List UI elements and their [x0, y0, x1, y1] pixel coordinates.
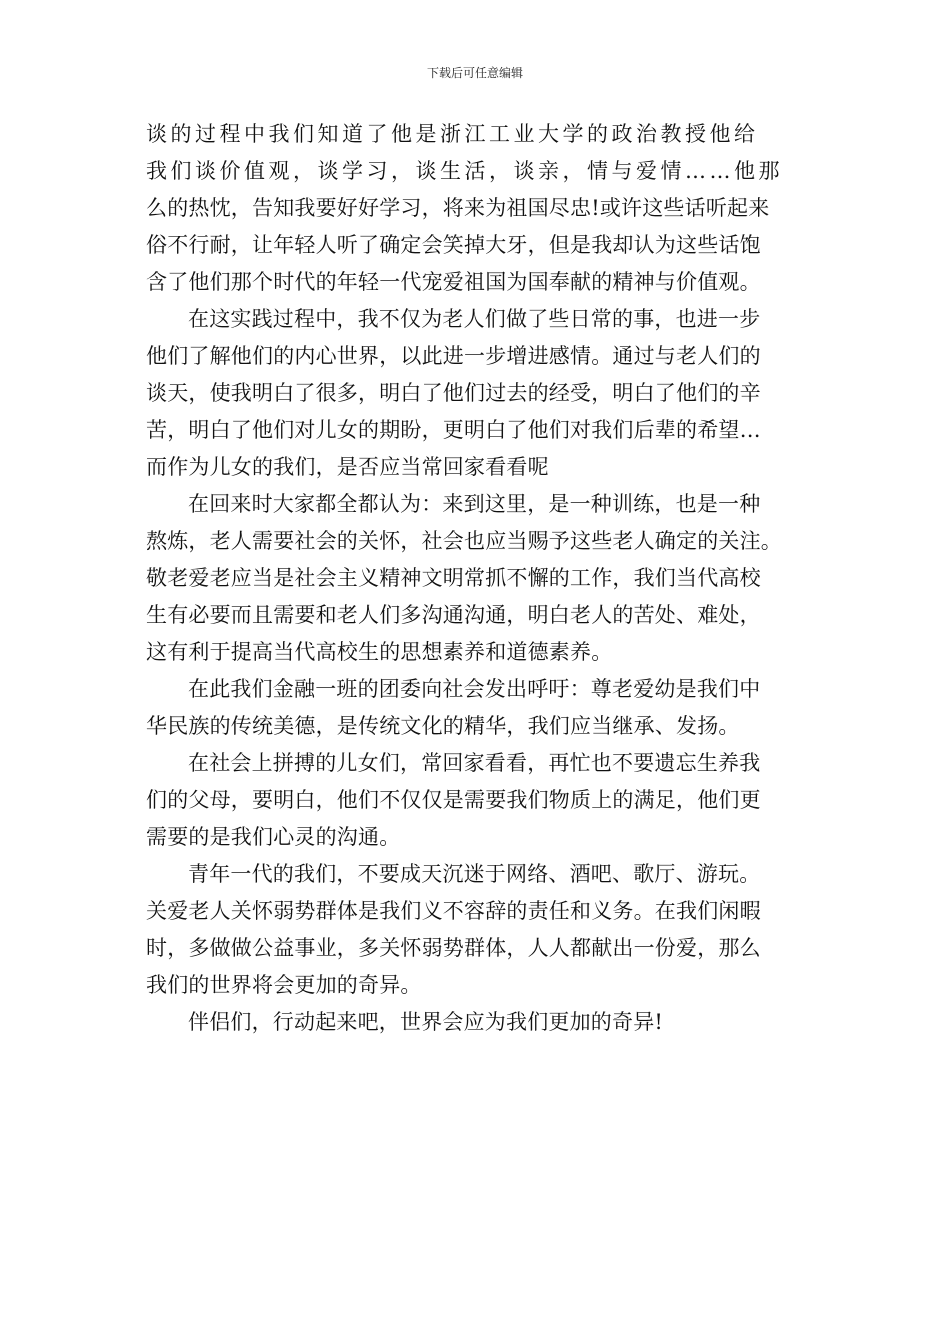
- text-line: 我们的世界将会更加的奇异。: [146, 973, 422, 997]
- text-line: 谈天，使我明白了很多，明白了他们过去的经受，明白了他们的辛: [146, 381, 761, 405]
- text-line: 而作为儿女的我们，是否应当常回家看看呢: [146, 455, 549, 479]
- text-line: 苦，明白了他们对儿女的期盼，更明白了他们对我们后辈的希望…: [146, 418, 761, 442]
- paragraph-first-line: 在这实践过程中，我不仅为老人们做了些日常的事，也进一步: [188, 307, 761, 331]
- paragraph-first-line: 在社会上拼搏的儿女们，常回家看看，再忙也不要遗忘生养我: [188, 751, 761, 775]
- paragraph-first-line: 伴侣们，行动起来吧，世界会应为我们更加的奇异!: [188, 1010, 664, 1034]
- paragraph-first-line: 在此我们金融一班的团委向社会发出呼吁：尊老爱幼是我们中: [188, 677, 761, 701]
- text-line: 我们谈价值观，谈学习，谈生活，谈亲，情与爱情……他那: [146, 159, 783, 183]
- text-line: 这有利于提高当代高校生的思想素养和道德素养。: [146, 640, 613, 664]
- text-line: 华民族的传统美德，是传统文化的精华，我们应当继承、发扬。: [146, 714, 740, 738]
- paragraph-first-line: 在回来时大家都全都认为：来到这里，是一种训练，也是一种: [188, 492, 761, 516]
- text-line: 敬老爱老应当是社会主义精神文明常抓不懈的工作，我们当代高校: [146, 566, 761, 590]
- text-line: 关爱老人关怀弱势群体是我们义不容辞的责任和义务。在我们闲暇: [146, 899, 761, 923]
- text-line: 么的热忱，告知我要好好学习，将来为祖国尽忠!或许这些话听起来: [146, 196, 770, 220]
- text-line: 们的父母，要明白，他们不仅仅是需要我们物质上的满足，他们更: [146, 788, 761, 812]
- text-line: 含了他们那个时代的年轻一代宠爱祖国为国奉献的精神与价值观。: [146, 270, 761, 294]
- paragraph-first-line: 青年一代的我们，不要成天沉迷于网络、酒吧、歌厅、游玩。: [188, 862, 761, 886]
- text-line: 他们了解他们的内心世界，以此进一步增进感情。通过与老人们的: [146, 344, 761, 368]
- page-header: 下载后可任意编辑: [426, 66, 523, 80]
- body-text: [146, 116, 816, 1041]
- text-line: 生有必要而且需要和老人们多沟通沟通，明白老人的苦处、难处，: [146, 603, 761, 627]
- text-line: 俗不行耐，让年轻人听了确定会笑掉大牙，但是我却认为这些话饱: [146, 233, 761, 257]
- text-line: 时，多做做公益事业，多关怀弱势群体，人人都献出一份爱，那么: [146, 936, 761, 960]
- text-line: 需要的是我们心灵的沟通。: [146, 825, 401, 849]
- text-line: 熬炼，老人需要社会的关怀，社会也应当赐予这些老人确定的关注。: [146, 529, 782, 553]
- text-line: 谈的过程中我们知道了他是浙江工业大学的政治教授他给: [146, 122, 759, 146]
